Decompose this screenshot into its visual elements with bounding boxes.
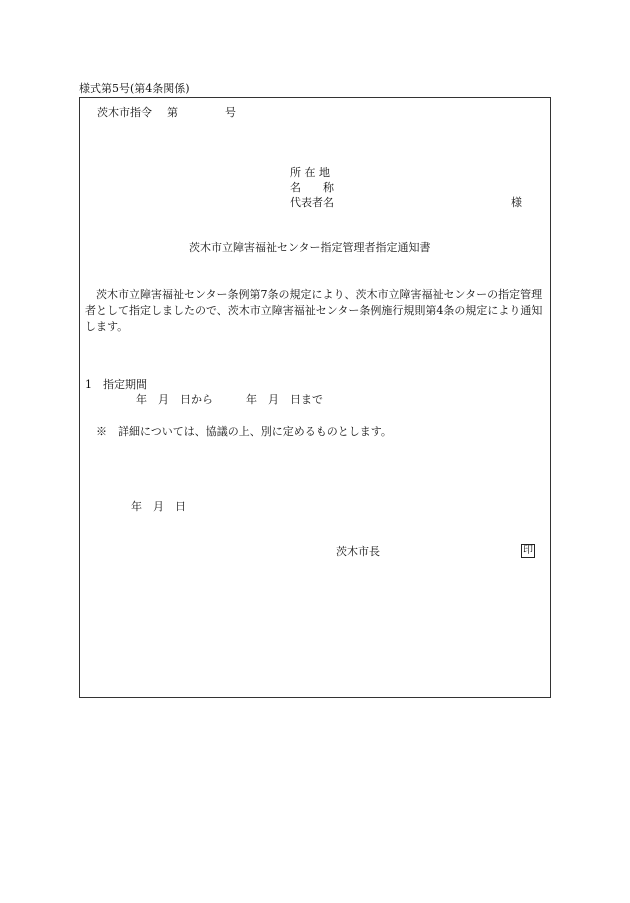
form-label: 様式第5号(第4条関係) <box>79 82 190 95</box>
body-text: 茨木市立障害福祉センター条例第7条の規定により、茨木市立障害福祉センターの指定管理者として指定しましたので、茨木市立障害福祉センター条例施行規則第4条の規定により通知します。 <box>85 288 543 333</box>
honorific: 様 <box>511 196 522 209</box>
reference-prefix: 茨木市指令 <box>97 106 152 119</box>
reference-go: 号 <box>225 106 236 119</box>
period-line: 年 月 日から 年 月 日まで <box>136 393 323 406</box>
period-heading: 1 指定期間 <box>85 378 147 391</box>
seal-icon: 印 <box>523 545 533 556</box>
issuer: 茨木市長 <box>336 545 380 558</box>
note: ※ 詳細については、協議の上、別に定めるものとします。 <box>96 425 392 438</box>
reference-dai: 第 <box>167 106 178 119</box>
document-title: 茨木市立障害福祉センター指定管理者指定通知書 <box>189 241 431 254</box>
date-line: 年 月 日 <box>131 500 186 513</box>
location-label: 所 在 地 <box>290 166 330 179</box>
representative-label: 代表者名 <box>290 196 334 209</box>
name-label: 名 称 <box>290 181 334 194</box>
